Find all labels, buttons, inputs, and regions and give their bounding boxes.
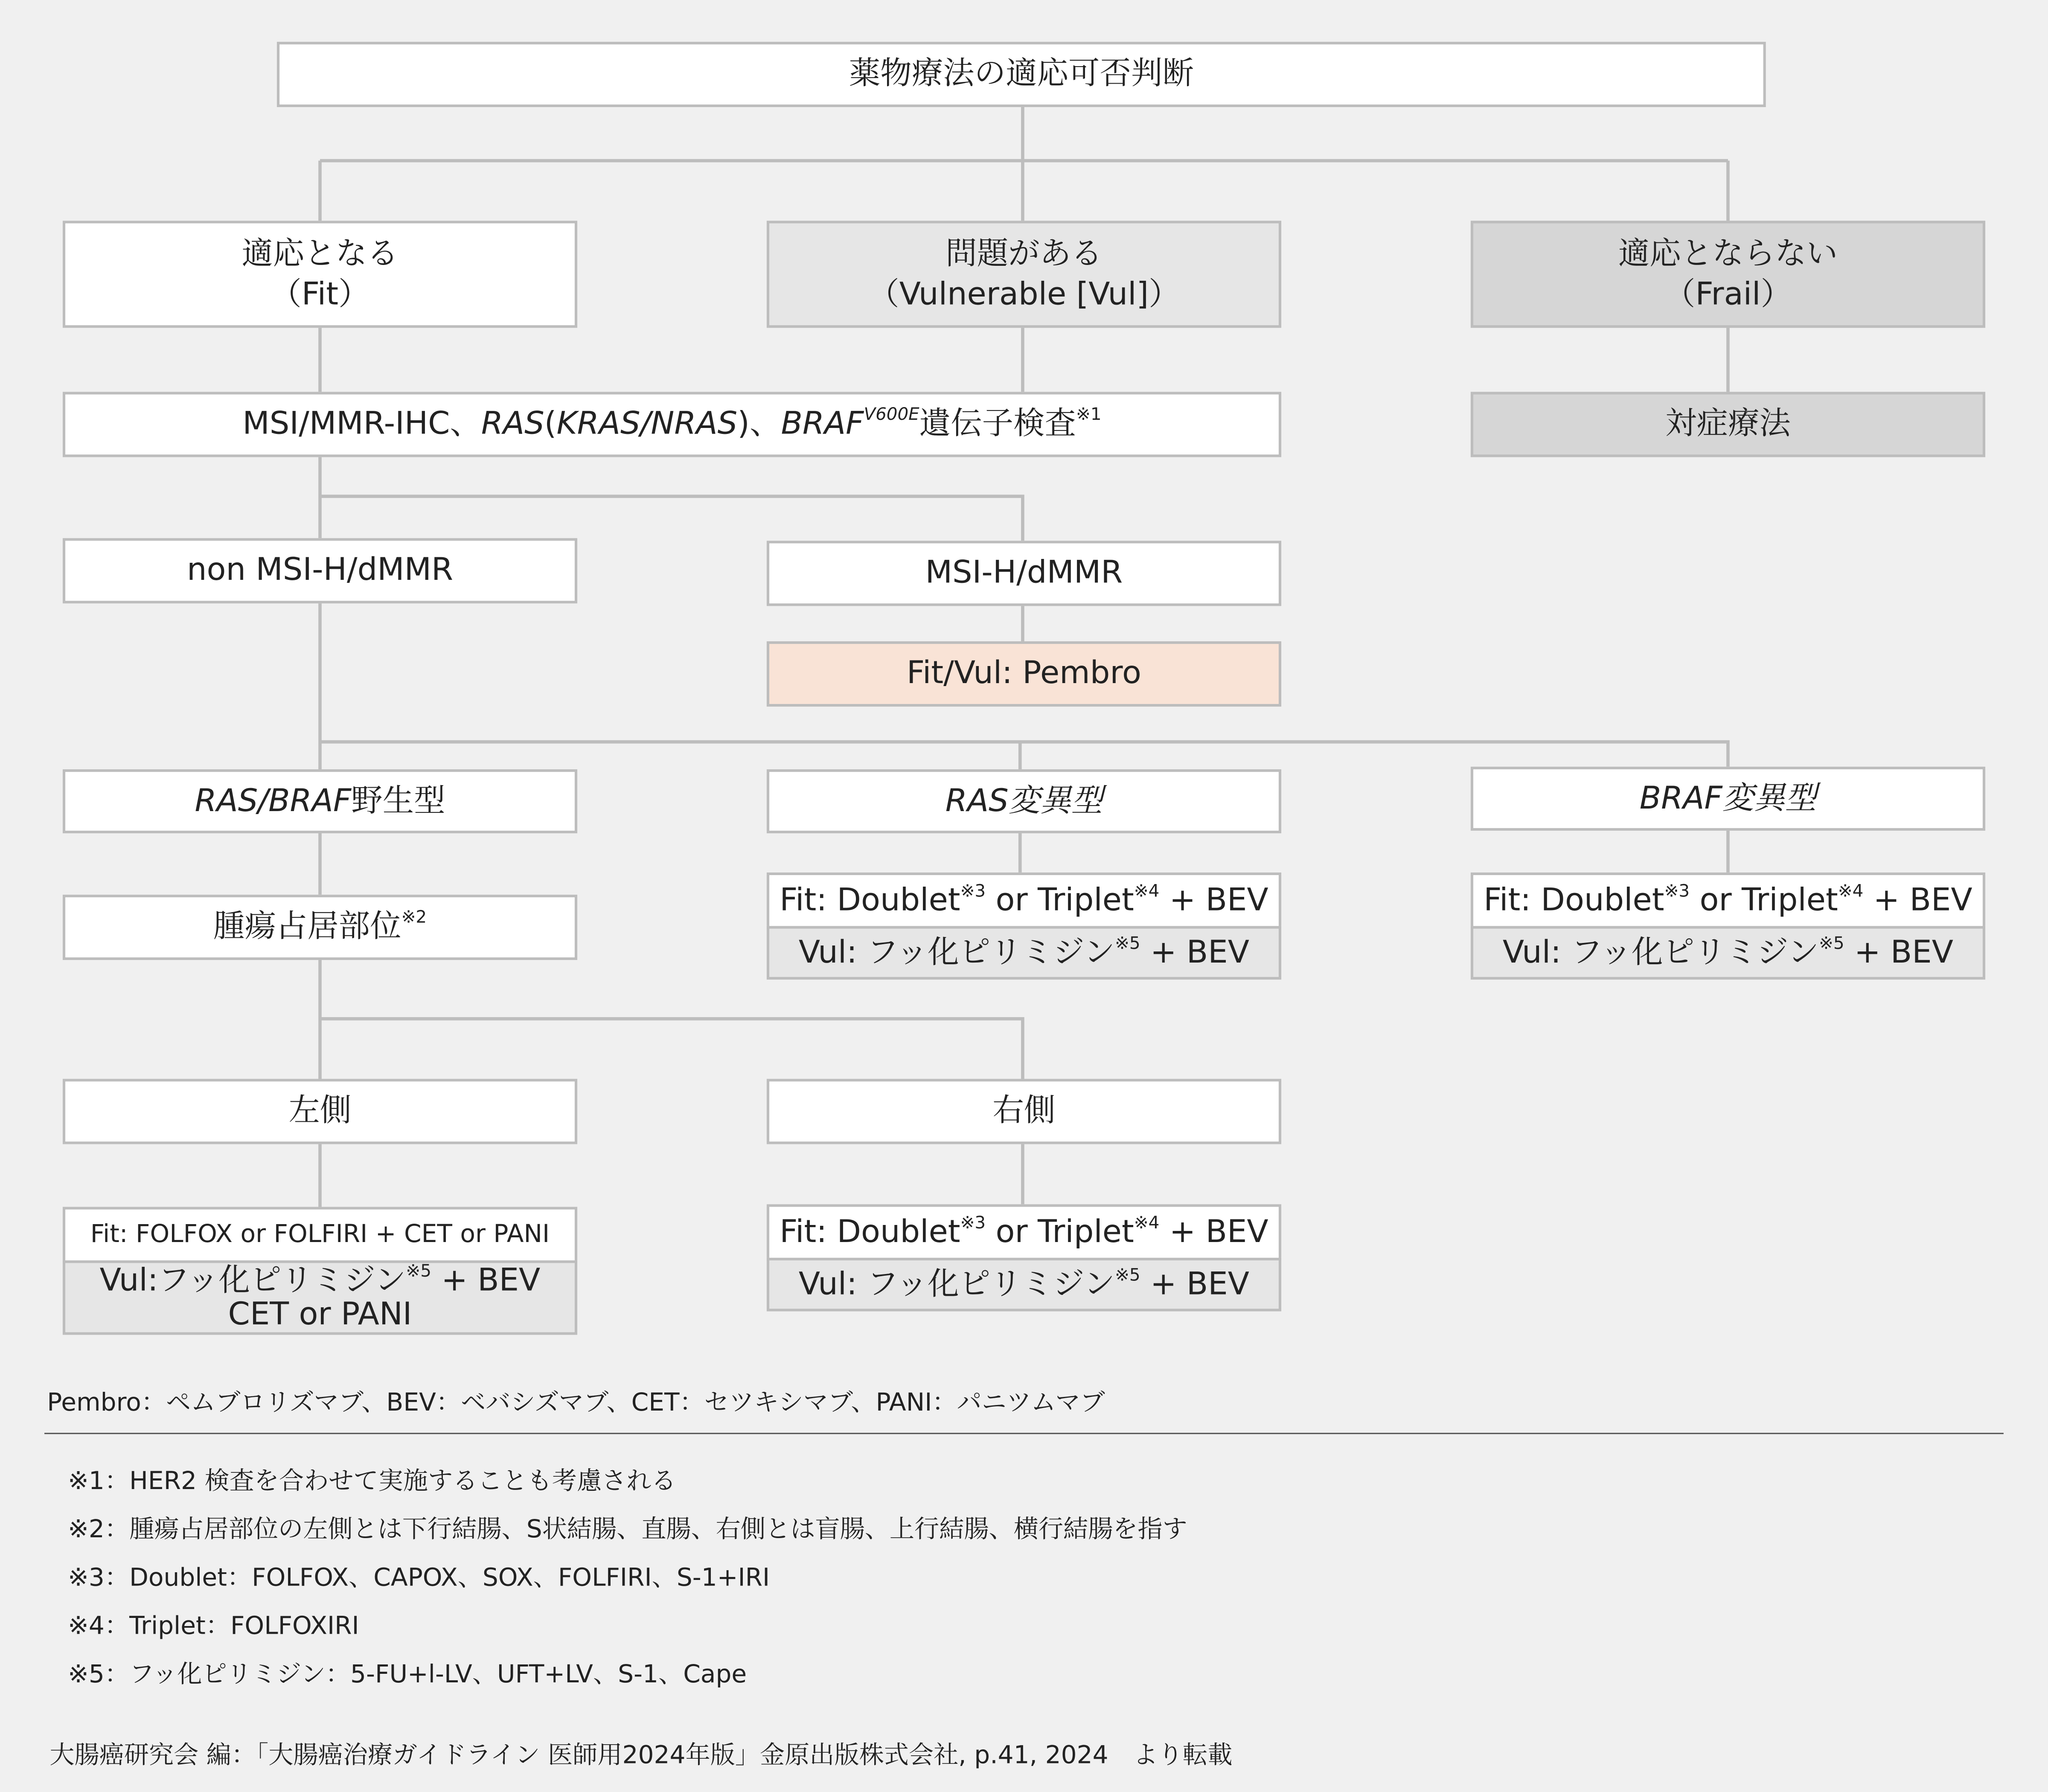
fit-sublabel: （Fit） [270,275,370,312]
frail-box [1471,221,1985,328]
braf-fit-regimen-label: Fit: Doublet$^{※3}$ or Triplet$^{※4}$ + BEV [1484,881,1972,918]
pembro-label: Fit/Vul: Pembro [907,655,1141,692]
braf-vul-regimen-box [1471,926,1985,980]
left-vul-regimen-label: Vul:フッ化ピリミジン$^{※5}$ + BEV [99,1262,541,1299]
tumor-location-label: 腫瘍占居部位$^{※2}$ [213,908,427,945]
footnote-2: ※2：腫瘍占居部位の左側とは下行結腸、S状結腸、直腸、右側とは盲腸、上行結腸、横行結腸を指す [68,1515,1187,1544]
footnote-4: ※4：Triplet：FOLFOXIRI [68,1612,359,1641]
left-vul-regimen-line2: CET or PANI [228,1295,412,1332]
wildtype-label: RAS/BRAF野生型 [195,782,445,819]
footnote-5: ※5：フッ化ピリミジン：5-FU+l-LV、UFT+LV、S-1、Cape [68,1660,747,1689]
treatment-decision-box [277,42,1766,107]
vulnerable-sublabel: （Vulnerable [Vul]） [868,275,1180,312]
footnote-3: ※3：Doublet：FOLFOX、CAPOX、SOX、FOLFIRI、S-1+IRI [68,1563,770,1592]
non-msi-box [63,538,577,603]
right-fit-regimen-label: Fit: Doublet$^{※3}$ or Triplet$^{※4}$ + BEV [780,1213,1268,1250]
gene-testing-box [63,392,1281,457]
frail-sublabel: （Frail） [1664,275,1792,312]
left-side-box [63,1079,577,1144]
wildtype-box [63,769,577,833]
right-side-box [767,1079,1281,1144]
braf-fit-regimen-box [1471,873,1985,929]
ras-mutant-label: RAS変異型 [945,782,1103,819]
braf-mutant-label: BRAF変異型 [1639,780,1817,816]
ras-fit-regimen-label: Fit: Doublet$^{※3}$ or Triplet$^{※4}$ + BEV [780,881,1268,918]
treatment-decision-label: 薬物療法の適応可否判断 [849,55,1194,92]
left-fit-regimen-label: Fit: FOLFOX or FOLFIRI + CET or PANI [90,1220,550,1249]
source-citation: 大腸癌研究会 編：「大腸癌治療ガイドライン 医師用2024年版」金原出版株式会社, p.41, 2024 より転載 [49,1741,1233,1770]
right-side-label: 右側 [992,1092,1056,1129]
fit-box [63,221,577,328]
right-vul-regimen-label: Vul: フッ化ピリミジン$^{※5}$ + BEV [798,1265,1249,1302]
fit-label: 適応となる [241,235,399,272]
gene-testing-label: MSI/MMR-IHC、RAS(KRAS/NRAS)、$BRAF^{V600E}$遺伝子検査$^{※1}$ [242,405,1102,442]
left-vul-regimen-box [63,1260,577,1335]
braf-mutant-box [1471,767,1985,831]
msi-label: MSI-H/dMMR [925,554,1123,591]
left-side-label: 左側 [288,1092,352,1129]
right-fit-regimen-box [767,1204,1281,1260]
non-msi-label: non MSI-H/dMMR [186,552,454,588]
vulnerable-box [767,221,1281,328]
ras-vul-regimen-label: Vul: フッ化ピリミジン$^{※5}$ + BEV [798,934,1249,971]
ras-fit-regimen-box [767,873,1281,929]
abbreviation-note: Pembro：ペムブロリズマブ、BEV：ベバシズマブ、CET：セツキシマブ、PANI：パニツムマブ [47,1388,1105,1417]
ras-mutant-box [767,769,1281,833]
vulnerable-label: 問題がある [945,235,1103,272]
frail-label: 適応とならない [1618,235,1838,272]
ras-vul-regimen-box [767,926,1281,980]
divider [44,1433,2004,1434]
symptomatic-therapy-box [1471,392,1985,457]
tumor-location-box [63,895,577,960]
right-vul-regimen-box [767,1258,1281,1312]
msi-box [767,541,1281,606]
pembro-box [767,641,1281,707]
footnote-1: ※1：HER2 検査を合わせて実施することも考慮される [68,1466,676,1496]
left-fit-regimen-box [63,1207,577,1263]
symptomatic-therapy-label: 対症療法 [1665,405,1791,442]
braf-vul-regimen-label: Vul: フッ化ピリミジン$^{※5}$ + BEV [1502,934,1953,971]
